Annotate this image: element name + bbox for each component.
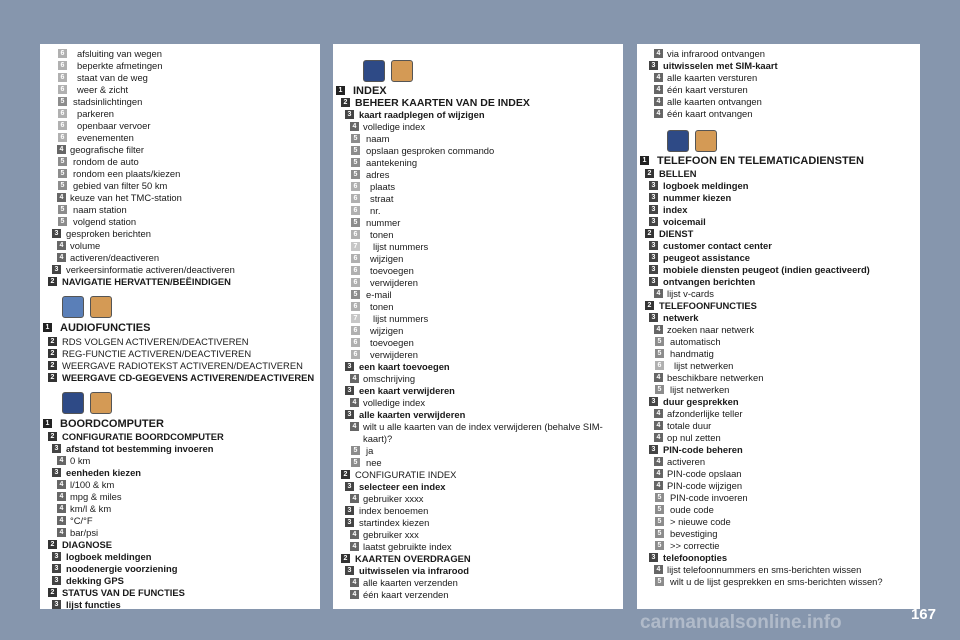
entry-text: oude code [670,504,714,515]
level-marker: 3 [345,518,354,527]
entry-text: verkeersinformatie activeren/deactiveren [66,264,235,275]
level-marker: 4 [57,145,66,154]
level-marker: 4 [654,289,663,298]
level-marker: 4 [654,97,663,106]
level-marker: 2 [341,98,350,107]
entry-text: dekking GPS [66,575,124,586]
level-marker: 2 [48,361,57,370]
entry-text: staat van de weg [77,72,148,83]
entry-text: plaats [370,181,396,192]
entry-text: noodenergie voorziening [66,563,178,574]
level-marker: 4 [350,578,359,587]
entry-text: verwijderen [370,277,418,288]
entry-text: TELEFOON EN TELEMATICADIENSTEN [657,155,864,167]
level-marker: 2 [48,349,57,358]
level-marker: 6 [351,326,360,335]
entry-text: volume [70,240,101,251]
level-marker: 5 [655,337,664,346]
level-marker: 4 [654,109,663,118]
entry-text: activeren [667,456,706,467]
level-marker: 5 [655,493,664,502]
entry-text: index [663,204,688,215]
level-marker: 5 [351,458,360,467]
entry-text: PIN-code wijzigen [667,480,743,491]
level-marker: 6 [351,302,360,311]
entry-text: activeren/deactiveren [70,252,160,263]
entry-text: lijst v-cards [667,288,714,299]
entry-text: lijst netwerken [674,360,734,371]
entry-text: tonen [370,301,394,312]
entry-text: naam station [73,204,127,215]
entry-text: 0 km [70,455,91,466]
level-marker: 2 [341,554,350,563]
level-marker: 3 [649,277,658,286]
level-marker: 5 [655,577,664,586]
level-marker: 3 [345,110,354,119]
level-marker: 3 [345,566,354,575]
level-marker: 6 [58,85,67,94]
level-marker: 6 [655,361,664,370]
entry-text: logboek meldingen [663,180,749,191]
level-marker: 2 [645,301,654,310]
level-marker: 3 [52,576,61,585]
level-marker: 4 [654,325,663,334]
level-marker: 4 [350,494,359,503]
level-marker: 4 [654,373,663,382]
level-marker: 5 [351,170,360,179]
entry-text: evenementen [77,132,134,143]
entry-text: telefoonopties [663,552,728,563]
entry-text: verwijderen [370,349,418,360]
entry-text: alle kaarten verwijderen [359,409,466,420]
entry-text: duur gesprekken [663,396,739,407]
level-marker: 6 [351,338,360,347]
entry-text: BOORDCOMPUTER [60,418,164,430]
entry-text: wilt u alle kaarten van de index verwijderen (behalve SIM-kaart)? [363,421,603,444]
device-icon [363,60,385,82]
level-marker: 3 [649,445,658,454]
entry-text: logboek meldingen [66,551,152,562]
level-marker: 4 [654,433,663,442]
entry-text: customer contact center [663,240,772,251]
entry-text: lijst functies [66,599,121,610]
entry-text: voicemail [663,216,706,227]
level-marker: 5 [655,349,664,358]
level-marker: 4 [350,530,359,539]
level-marker: 4 [57,253,66,262]
level-marker: 7 [351,314,360,323]
entry-text: ja [366,445,374,456]
entry-text: beschikbare netwerken [667,372,764,383]
device-icon [667,130,689,152]
entry-text: kaart raadplegen of wijzigen [359,109,485,120]
level-marker: 5 [655,529,664,538]
entry-text: naam [366,133,390,144]
entry-text: lijst nummers [373,313,429,324]
level-marker: 6 [351,206,360,215]
entry-text: bar/psi [70,527,99,538]
entry-text: gesproken berichten [66,228,151,239]
level-marker: 5 [351,446,360,455]
entry-text: °C/°F [70,515,93,526]
page-number: 167 [910,606,936,623]
entry-text: DIAGNOSE [62,539,113,550]
entry-text: e-mail [366,289,392,300]
level-marker: 5 [58,157,67,166]
level-marker: 4 [654,565,663,574]
entry-text: CONFIGURATIE BOORDCOMPUTER [62,431,224,442]
level-marker: 6 [351,230,360,239]
level-marker: 4 [57,492,66,501]
level-marker: 4 [350,422,359,431]
level-marker: 2 [48,588,57,597]
entry-text: index benoemen [359,505,429,516]
level-marker: 4 [57,193,66,202]
level-marker: 5 [655,517,664,526]
level-marker: 4 [654,73,663,82]
entry-text: RDS VOLGEN ACTIVEREN/DEACTIVEREN [62,336,249,347]
level-marker: 6 [351,254,360,263]
entry-text: wilt u de lijst gesprekken en sms-berichten wissen? [670,576,883,587]
entry-text: alle kaarten versturen [667,72,758,83]
level-marker: 4 [350,590,359,599]
entry-text: lijst netwerken [670,384,730,395]
entry-text: PIN-code opslaan [667,468,742,479]
entry-text: handmatig [670,348,714,359]
entry-text: BEHEER KAARTEN VAN DE INDEX [355,97,530,109]
level-marker: 3 [649,553,658,562]
entry-text: REG-FUNCTIE ACTIVEREN/DEACTIVEREN [62,348,252,359]
entry-text: wijzigen [370,253,404,264]
level-marker: 4 [350,374,359,383]
level-marker: 4 [57,516,66,525]
entry-text: volledige index [363,121,426,132]
level-marker: 2 [48,540,57,549]
level-marker: 5 [58,97,67,106]
level-marker: 7 [351,242,360,251]
level-marker: 3 [52,229,61,238]
entry-text: nr. [370,205,381,216]
level-marker: 3 [649,217,658,226]
level-marker: 2 [48,432,57,441]
level-marker: 3 [649,241,658,250]
level-marker: 2 [48,337,57,346]
level-marker: 3 [345,386,354,395]
entry-text: BELLEN [659,168,697,179]
level-marker: 5 [351,158,360,167]
level-marker: 4 [57,504,66,513]
level-marker: 3 [345,482,354,491]
level-marker: 3 [52,552,61,561]
entry-text: uitwisselen met SIM-kaart [663,60,778,71]
level-marker: 5 [655,541,664,550]
level-marker: 6 [58,133,67,142]
level-marker: 6 [58,49,67,58]
level-marker: 3 [649,61,658,70]
document-icon [90,296,112,318]
level-marker: 2 [645,229,654,238]
entry-text: CONFIGURATIE INDEX [355,469,457,480]
level-marker: 4 [57,528,66,537]
entry-text: nummer kiezen [663,192,732,203]
entry-text: afsluiting van wegen [77,48,162,59]
level-marker: 5 [351,290,360,299]
level-marker: 3 [52,444,61,453]
entry-text: PIN-code invoeren [670,492,748,503]
entry-text: omschrijving [363,373,416,384]
entry-text: gebruiker xxxx [363,493,424,504]
entry-text: peugeot assistance [663,252,751,263]
level-marker: 4 [654,421,663,430]
level-marker: 4 [654,481,663,490]
level-marker: 4 [57,241,66,250]
level-marker: 1 [640,156,649,165]
entry-text: rondom de auto [73,156,139,167]
entry-text: gebied van filter 50 km [73,180,168,191]
document-icon [391,60,413,82]
index-column-1 [40,44,320,609]
level-marker: 4 [350,122,359,131]
level-marker: 1 [43,419,52,428]
level-marker: 3 [52,600,61,609]
document-icon [90,392,112,414]
entry-text: INDEX [353,85,387,97]
level-marker: 4 [57,456,66,465]
entry-text: openbaar vervoer [77,120,151,131]
entry-text: mpg & miles [70,491,122,502]
entry-text: bevestiging [670,528,718,539]
entry-text: automatisch [670,336,721,347]
entry-text: > nieuwe code [670,516,731,527]
level-marker: 6 [351,278,360,287]
level-marker: 3 [345,506,354,515]
level-marker: 2 [645,169,654,178]
entry-text: AUDIOFUNCTIES [60,322,151,334]
entry-text: nummer [366,217,401,228]
entry-text: geografische filter [70,144,144,155]
level-marker: 3 [649,265,658,274]
level-marker: 4 [654,469,663,478]
level-marker: 6 [351,182,360,191]
index-column-3 [637,44,920,609]
level-marker: 3 [649,397,658,406]
entry-text: >> correctie [670,540,720,551]
level-marker: 4 [654,457,663,466]
entry-text: NAVIGATIE HERVATTEN/BEËINDIGEN [62,276,231,287]
entry-text: keuze van het TMC-station [70,192,182,203]
entry-text: afstand tot bestemming invoeren [66,443,214,454]
entry-text: gebruiker xxx [363,529,419,540]
entry-text: TELEFOONFUNCTIES [659,300,757,311]
entry-text: straat [370,193,394,204]
level-marker: 2 [48,277,57,286]
level-marker: 2 [341,470,350,479]
level-marker: 1 [43,323,52,332]
level-marker: 3 [52,564,61,573]
level-marker: 5 [655,385,664,394]
entry-text: eenheden kiezen [66,467,142,478]
entry-text: lijst nummers [373,241,429,252]
entry-text: parkeren [77,108,115,119]
level-marker: 5 [58,181,67,190]
entry-text: één kaart verzenden [363,589,449,600]
level-marker: 4 [350,398,359,407]
device-icon [62,392,84,414]
level-marker: 3 [345,362,354,371]
level-marker: 3 [649,181,658,190]
entry-text: toevoegen [370,265,414,276]
entry-text: WEERGAVE CD-GEGEVENS ACTIVEREN/DEACTIVEREN [62,372,315,383]
entry-text: mobiele diensten peugeot (indien geactiveerd) [663,264,870,275]
entry-text: via infrarood ontvangen [667,48,765,59]
level-marker: 5 [655,505,664,514]
entry-text: KAARTEN OVERDRAGEN [355,553,471,564]
level-marker: 5 [58,205,67,214]
entry-text: WEERGAVE RADIOTEKST ACTIVEREN/DEACTIVEREN [62,360,303,371]
level-marker: 6 [351,350,360,359]
level-marker: 5 [58,217,67,226]
entry-text: uitwisselen via infrarood [359,565,469,576]
entry-text: op nul zetten [667,432,721,443]
level-marker: 4 [654,85,663,94]
entry-text: laatst gebruikte index [363,541,452,552]
entry-text: aantekening [366,157,418,168]
level-marker: 5 [58,169,67,178]
entry-text: selecteer een index [359,481,446,492]
level-marker: 4 [654,49,663,58]
entry-text: STATUS VAN DE FUNCTIES [62,587,185,598]
entry-text: zoeken naar netwerk [667,324,755,335]
entry-text: stadsinlichtingen [73,96,143,107]
level-marker: 5 [351,146,360,155]
entry-text: één kaart versturen [667,84,748,95]
entry-text: volledige index [363,397,426,408]
entry-text: opslaan gesproken commando [366,145,495,156]
entry-text: beperkte afmetingen [77,60,163,71]
entry-text: een kaart verwijderen [359,385,455,396]
entry-text: ontvangen berichten [663,276,756,287]
entry-text: alle kaarten ontvangen [667,96,762,107]
level-marker: 3 [649,205,658,214]
entry-text: km/l & km [70,503,112,514]
entry-text: DIENST [659,228,694,239]
level-marker: 6 [58,73,67,82]
entry-text: volgend station [73,216,137,227]
entry-text: rondom een plaats/kiezen [73,168,181,179]
level-marker: 6 [351,266,360,275]
level-marker: 6 [58,121,67,130]
watermark: carmanualsonline.info [640,612,842,633]
level-marker: 3 [345,410,354,419]
document-icon [695,130,717,152]
entry-text: netwerk [663,312,699,323]
level-marker: 3 [52,468,61,477]
entry-text: adres [366,169,390,180]
level-marker: 4 [57,480,66,489]
entry-text: één kaart ontvangen [667,108,753,119]
level-marker: 6 [58,61,67,70]
level-marker: 5 [351,134,360,143]
entry-text: toevoegen [370,337,414,348]
entry-text: totale duur [667,420,712,431]
device-icon [62,296,84,318]
level-marker: 3 [649,313,658,322]
level-marker: 4 [654,409,663,418]
index-column-2 [333,44,623,609]
entry-text: tonen [370,229,394,240]
level-marker: 3 [649,193,658,202]
level-marker: 3 [52,265,61,274]
entry-text: nee [366,457,382,468]
entry-text: wijzigen [370,325,404,336]
entry-text: alle kaarten verzenden [363,577,458,588]
entry-text: weer & zicht [77,84,129,95]
entry-text: l/100 & km [70,479,115,490]
level-marker: 6 [351,194,360,203]
level-marker: 2 [48,373,57,382]
entry-text: startindex kiezen [359,517,430,528]
level-marker: 3 [649,253,658,262]
level-marker: 6 [58,109,67,118]
entry-text: een kaart toevoegen [359,361,450,372]
entry-text: lijst telefoonnummers en sms-berichten wissen [667,564,862,575]
level-marker: 4 [350,542,359,551]
entry-text: PIN-code beheren [663,444,743,455]
level-marker: 5 [351,218,360,227]
level-marker: 1 [336,86,345,95]
entry-text: afzonderlijke teller [667,408,743,419]
